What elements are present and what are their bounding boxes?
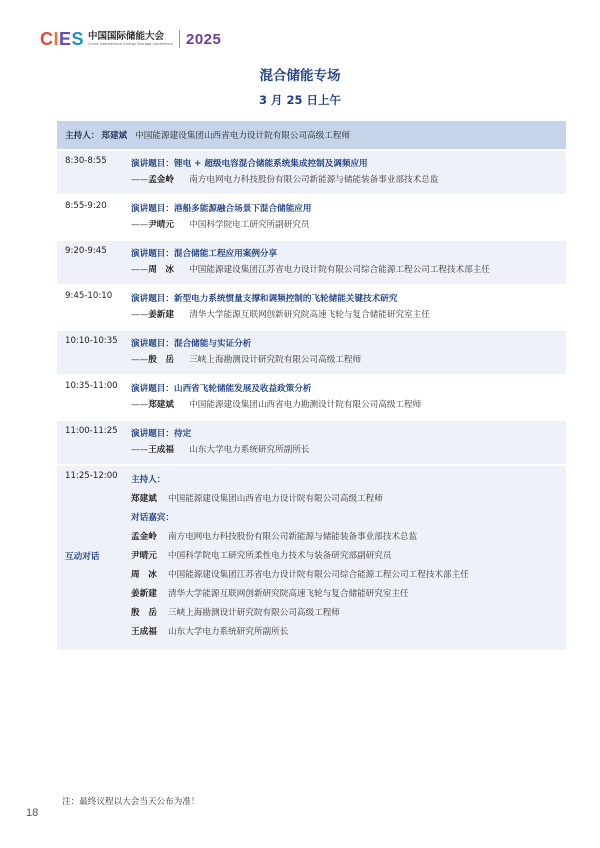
panel-host-name: 郑建斌	[131, 494, 157, 504]
topic-text: 待定	[173, 429, 192, 439]
speaker-affiliation: 中国能源建设集团江苏省电力设计院有限公司综合能源工程公司工程技术部主任	[189, 265, 490, 275]
panel-guest	[131, 528, 566, 547]
speaker-affiliation: 山东大学电力系统研究所副所长	[189, 445, 310, 455]
speaker-affiliation: 中国能源建设集团山西省电力勘测设计院有限公司高级工程师	[189, 400, 422, 410]
session-topic	[131, 336, 566, 352]
session-speaker	[131, 352, 566, 368]
speaker-name: 王成福	[148, 445, 174, 455]
session-body	[131, 376, 566, 419]
agenda-row	[57, 329, 566, 374]
guest-affiliation: 南方电网电力科技股份有限公司新能源与储能装备事业部技术总监	[168, 532, 418, 542]
guest-affiliation: 山东大学电力系统研究所副所长	[168, 627, 289, 637]
speaker-affiliation: 三峡上海勘测设计研究院有限公司高级工程师	[189, 355, 362, 365]
session-body	[131, 286, 566, 329]
panel-discussion-row	[57, 464, 566, 650]
speaker-name: 周 冰	[148, 265, 174, 275]
host-title: 中国能源建设集团山西省电力设计院有限公司高级工程师	[135, 131, 351, 141]
speaker-name: 孟金岭	[148, 175, 174, 185]
agenda-row	[57, 194, 566, 239]
speaker-name: 郑建斌	[148, 400, 174, 410]
speaker-affiliation: 中国科学院电工研究所副研究员	[189, 220, 310, 230]
guest-affiliation: 清华大学能源互联网创新研究院高速飞轮与复合储能研究室主任	[168, 589, 409, 599]
topic-text: 混合储能工程应用案例分享	[173, 249, 278, 259]
panel-time: 11:25-12:00	[65, 471, 118, 481]
panel-label: 互动对话	[65, 552, 100, 562]
page-number: 18	[26, 807, 39, 819]
session-speaker	[131, 442, 566, 458]
panel-guests-label: 对话嘉宾：	[131, 513, 174, 523]
panel-host	[131, 490, 566, 509]
logo-chinese-name: 中国国际储能大会	[88, 31, 165, 42]
logo-english-name: China International Energy Storage Conference	[88, 42, 173, 46]
guest-affiliation: 中国科学院电工研究所柔性电力技术与装备研究部副研究员	[168, 551, 392, 561]
panel-guest	[131, 604, 566, 623]
guest-name: 殷 岳	[131, 608, 157, 618]
speaker-dash: ——	[131, 220, 149, 230]
session-time: 9:20-9:45	[65, 246, 107, 256]
topic-label: 演讲题目：	[131, 429, 174, 439]
speaker-name: 姜新建	[148, 310, 174, 320]
session-body	[131, 421, 566, 464]
host-name: 郑建斌	[101, 131, 128, 141]
session-time: 9:45-10:10	[65, 291, 113, 301]
agenda-row	[57, 239, 566, 284]
guest-name: 尹晴元	[131, 551, 157, 561]
topic-text: 新型电力系统惯量支撑和调频控制的飞轮储能关键技术研究	[173, 294, 398, 304]
panel-host-label: 主持人：	[131, 475, 166, 485]
session-time: 8:30-8:55	[65, 156, 107, 166]
guest-name: 王成福	[131, 627, 157, 637]
session-time: 11:00-11:25	[65, 426, 118, 436]
logo-letter: I	[53, 29, 60, 49]
conference-header	[40, 28, 221, 50]
session-speaker	[131, 262, 566, 278]
guest-name: 周 冰	[131, 570, 157, 580]
logo-year: 2025	[186, 30, 222, 48]
session-topic	[131, 291, 566, 307]
agenda-table	[57, 121, 566, 650]
session-speaker	[131, 397, 566, 413]
session-speaker	[131, 217, 566, 233]
panel-guest	[131, 585, 566, 604]
speaker-dash: ——	[131, 445, 149, 455]
panel-guest	[131, 547, 566, 566]
guest-name: 孟金岭	[131, 532, 157, 542]
topic-label: 演讲题目：	[131, 294, 174, 304]
guest-affiliation: 三峡上海勘测设计研究院有限公司高级工程师	[168, 608, 340, 618]
topic-text: 港船多能源融合场景下混合储能应用	[173, 204, 312, 214]
speaker-dash: ——	[131, 175, 149, 185]
host-row	[57, 121, 566, 149]
session-speaker	[131, 307, 566, 323]
session-speaker	[131, 172, 566, 188]
speaker-affiliation: 清华大学能源互联网创新研究院高速飞轮与复合储能研究室主任	[189, 310, 430, 320]
speaker-dash: ——	[131, 355, 149, 365]
session-topic	[131, 201, 566, 217]
speaker-name: 尹晴元	[148, 220, 174, 230]
session-time: 8:55-9:20	[65, 201, 107, 211]
topic-label: 演讲题目：	[131, 159, 174, 169]
topic-text: 锂电 + 超级电容混合储能系统集成控制及调频应用	[173, 159, 368, 169]
logo-divider	[179, 30, 180, 48]
session-topic	[131, 381, 566, 397]
topic-text: 混合储能与实证分析	[173, 339, 252, 349]
agenda-row	[57, 374, 566, 419]
guest-affiliation: 中国能源建设集团江苏省电力设计院有限公司综合能源工程公司工程技术部主任	[168, 570, 469, 580]
panel-body	[131, 466, 566, 650]
panel-guest	[131, 623, 566, 642]
cies-logo	[40, 28, 84, 50]
speaker-name: 殷 岳	[148, 355, 174, 365]
agenda-row	[57, 149, 566, 194]
speaker-dash: ——	[131, 400, 149, 410]
page-title: 混合储能专场	[259, 68, 341, 84]
session-topic	[131, 156, 566, 172]
topic-label: 演讲题目：	[131, 204, 174, 214]
footnote: 注：最终议程以大会当天公布为准！	[62, 797, 200, 807]
logo-letter: C	[40, 29, 54, 49]
agenda-row	[57, 419, 566, 464]
session-topic	[131, 426, 566, 442]
panel-host-affiliation: 中国能源建设集团山西省电力设计院有限公司高级工程师	[168, 494, 383, 504]
panel-time-cell	[57, 466, 131, 650]
session-topic	[131, 246, 566, 262]
session-body	[131, 331, 566, 374]
topic-label: 演讲题目：	[131, 339, 174, 349]
session-time: 10:35-11:00	[65, 381, 118, 391]
host-label: 主持人：	[65, 131, 100, 141]
session-body	[131, 151, 566, 194]
speaker-dash: ——	[131, 310, 149, 320]
agenda-row	[57, 284, 566, 329]
guest-name: 姜新建	[131, 589, 157, 599]
topic-label: 演讲题目：	[131, 249, 174, 259]
logo-letter: S	[71, 29, 85, 49]
session-body	[131, 196, 566, 239]
topic-text: 山西省飞轮储能发展及收益政策分析	[173, 384, 312, 394]
session-body	[131, 241, 566, 284]
panel-guest	[131, 566, 566, 585]
logo-text	[88, 31, 173, 47]
topic-label: 演讲题目：	[131, 384, 174, 394]
logo-letter: E	[59, 29, 72, 49]
speaker-affiliation: 南方电网电力科技股份有限公司新能源与储能装备事业部技术总监	[189, 175, 439, 185]
session-time: 10:10-10:35	[65, 336, 118, 346]
speaker-dash: ——	[131, 265, 149, 275]
page-subtitle: 3 月 25 日上午	[258, 93, 341, 107]
